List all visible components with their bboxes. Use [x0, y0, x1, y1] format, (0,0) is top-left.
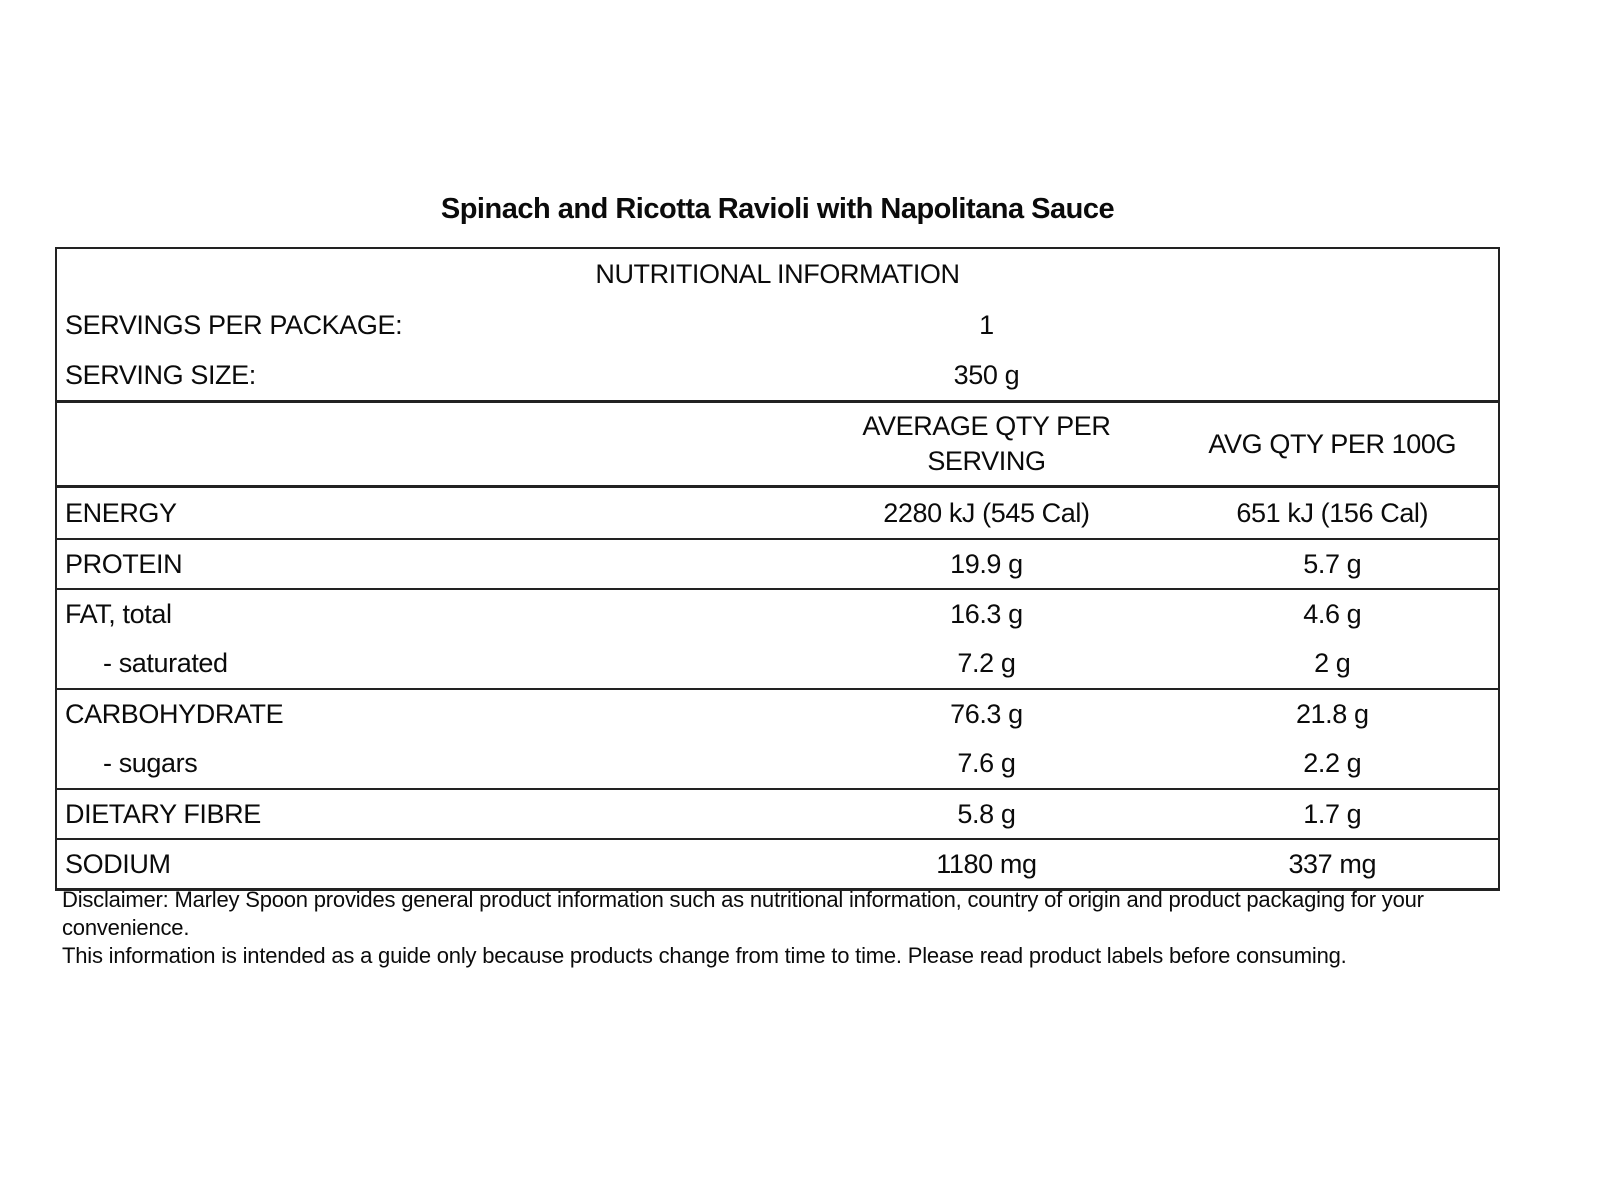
nutrient-per-100g: 2 g — [1314, 647, 1351, 678]
nutrient-per-100g: 337 mg — [1288, 848, 1377, 879]
servings-per-package-row — [57, 300, 1498, 350]
serving-size-row — [57, 350, 1498, 400]
table-title-row — [57, 249, 1498, 300]
nutrient-row-sodium — [57, 838, 1498, 888]
nutrient-label: CARBOHYDRATE — [65, 698, 284, 729]
column-header-per-100g: AVG QTY PER 100G — [1208, 428, 1457, 459]
nutrient-per-serving: 2280 kJ (545 Cal) — [883, 497, 1090, 528]
nutrient-per-serving: 7.2 g — [957, 647, 1016, 678]
disclaimer-line-2: This information is intended as a guide only because products change from time to time. Please read product labels before consuming. — [62, 943, 1347, 968]
nutrient-per-serving: 16.3 g — [950, 598, 1023, 629]
nutrient-per-100g: 2.2 g — [1303, 747, 1362, 778]
disclaimer-line-1: Disclaimer: Marley Spoon provides general product information such as nutritional information, country of origin and product packaging for your convenience. — [62, 887, 1424, 940]
table-title: NUTRITIONAL INFORMATION — [595, 259, 960, 289]
nutrient-per-100g: 21.8 g — [1295, 698, 1369, 729]
nutrient-row-protein — [57, 538, 1498, 588]
page-title: Spinach and Ricotta Ravioli with Napolitana Sauce — [440, 193, 1115, 225]
nutrient-sublabel: - sugars — [103, 747, 198, 778]
nutrient-label: ENERGY — [65, 497, 177, 528]
nutrient-per-serving: 7.6 g — [957, 747, 1016, 778]
servings-per-package-value: 1 — [979, 309, 994, 340]
nutrient-per-serving: 76.3 g — [950, 698, 1023, 729]
nutrient-row-saturated — [57, 638, 1498, 688]
nutrient-row-fat-total — [57, 588, 1498, 638]
nutrient-per-100g: 651 kJ (156 Cal) — [1236, 497, 1429, 528]
serving-size-label: SERVING SIZE: — [65, 359, 256, 390]
nutrition-table — [55, 247, 1500, 891]
nutrient-row-carbohydrate — [57, 688, 1498, 738]
nutrient-per-100g: 4.6 g — [1303, 598, 1362, 629]
nutrient-row-dietary-fibre — [57, 788, 1498, 838]
nutrient-per-serving: 5.8 g — [957, 798, 1016, 829]
nutrient-sublabel: - saturated — [103, 647, 228, 678]
serving-size-value: 350 g — [953, 359, 1020, 390]
nutrient-per-100g: 1.7 g — [1303, 798, 1362, 829]
column-header-per-serving-text: AVERAGE QTY PER SERVING — [862, 410, 1111, 476]
nutrient-row-energy — [57, 488, 1498, 538]
column-header-row — [57, 400, 1498, 488]
nutrient-label: FAT, total — [65, 598, 172, 629]
nutrient-per-serving: 19.9 g — [950, 548, 1023, 579]
nutrient-per-serving: 1180 mg — [936, 848, 1037, 879]
nutrient-label: DIETARY FIBRE — [65, 798, 261, 829]
nutrient-label: PROTEIN — [65, 548, 183, 579]
column-header-per-serving — [806, 409, 1166, 479]
nutrient-label: SODIUM — [65, 848, 171, 879]
nutrient-per-100g: 5.7 g — [1303, 548, 1362, 579]
servings-per-package-label: SERVINGS PER PACKAGE: — [65, 309, 403, 340]
disclaimer — [62, 886, 1482, 970]
nutrient-row-sugars — [57, 738, 1498, 788]
